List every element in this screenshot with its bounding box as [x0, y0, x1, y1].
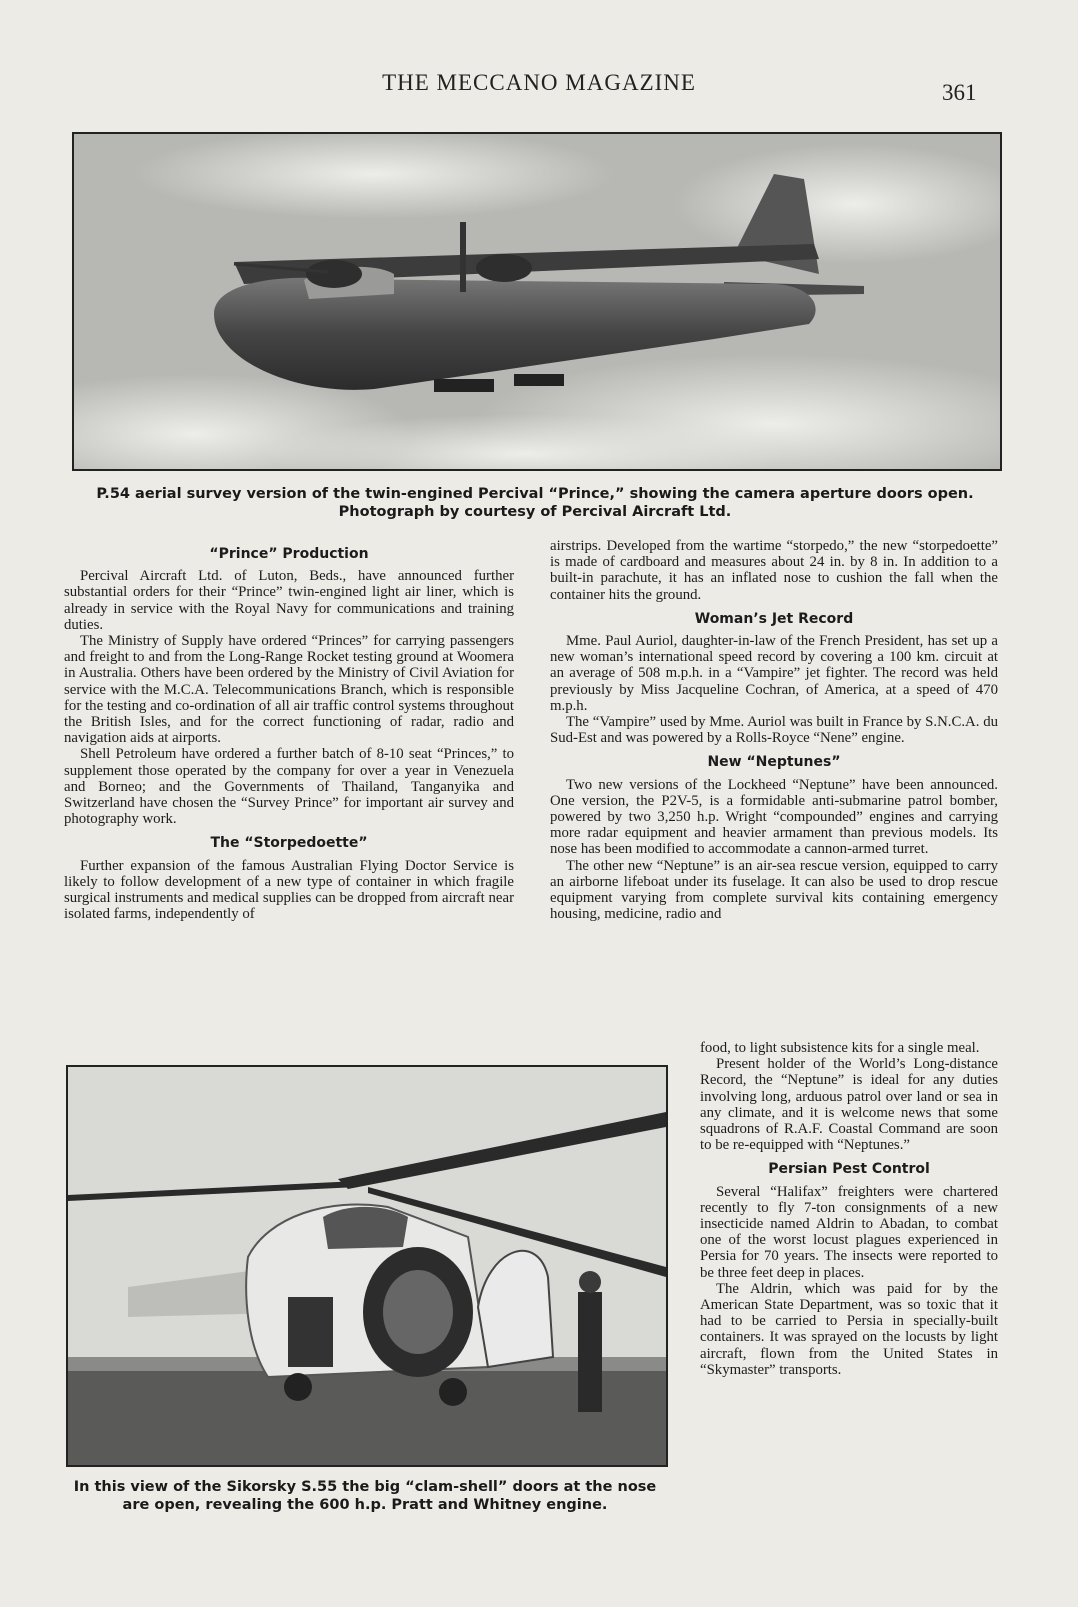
- right-narrow-column: [700, 1040, 998, 1378]
- prince-paragraph-3: Shell Petroleum have ordered a further batch of 8-10 seat “Princes,” to supplement those operated by the company for over a year in Venezuela and Borneo; and the Governments of Thailand, Tanganyika and Switzerland have chosen the “Survey Prince” for important air survey and photography work.: [64, 746, 514, 828]
- jet-record-paragraph-1: Mme. Paul Auriol, daughter-in-law of the French President, has set up a new woman’s international speed record by covering a 100 km. circuit at an average of 508 m.p.h. in a “Vampire” jet fighter. The record was held previously by Miss Jacqueline Cochran, of America, at a speed of 470 m.p.h.: [550, 633, 998, 714]
- prince-paragraph-2: The Ministry of Supply have ordered “Princes” for carrying passengers and freight to and from the Long-Range Rocket testing ground at Woomera in Australia. Others have been ordered by the Ministry of Civil Aviation for service with the M.C.A. Telecommunications Branch, which is responsible for the testing and co-ordination of all air traffic control systems throughout the British Isles, and for the correct functioning of radar, radio and navigation aids at airports.: [64, 633, 514, 747]
- sikorsky-caption-line2: are open, revealing the 600 h.p. Pratt and Whitney engine.: [122, 1497, 608, 1513]
- jet-record-paragraph-2: The “Vampire” used by Mme. Auriol was built in France by S.N.C.A. du Sud-Est and was powered by a Rolls-Royce “Nene” engine.: [550, 714, 998, 747]
- prince-caption-line2: Photograph by courtesy of Percival Aircraft Ltd.: [338, 504, 732, 520]
- heading-prince-production: “Prince” Production: [209, 546, 369, 562]
- pest-control-paragraph-2: The Aldrin, which was paid for by the American State Department, was so toxic that it had to be carried to Persia in specially-built containers. It was sprayed on the locusts by light aircraft, flown from the United States in “Skymaster” transports.: [700, 1280, 998, 1378]
- prince-paragraph-1: Percival Aircraft Ltd. of Luton, Beds., have announced further substantial orders for their “Prince” twin-engined light air liner, which is already in service with the Royal Navy for communications and training duties.: [64, 568, 514, 633]
- neptunes-paragraph-3: Present holder of the World’s Long-distance Record, the “Neptune” is ideal for any duties involving long, arduous patrol over land or sea in any climate, and it is welcome news that some squadrons of R.A.F. Coastal Command are soon to be re-equipped with “Neptunes.”: [700, 1056, 998, 1154]
- storpedoette-paragraph-continued: airstrips. Developed from the wartime “storpedo,” the new “storpedoette” is made of cardboard and measures about 24 in. by 8 in. In addition to a built-in parachute, it has an inflated nose to cushion the fall when the container hits the ground.: [550, 538, 998, 603]
- neptunes-paragraph-2: The other new “Neptune” is an air-sea rescue version, equipped to carry an airborne lifeboat under its fuselage. It can also be used to drop rescue equipment varying from complete survival kits containing emergency housing, medicine, radio and: [550, 857, 998, 923]
- heading-storpedoette: The “Storpedoette”: [210, 835, 368, 852]
- page-header: [0, 70, 1078, 110]
- neptunes-paragraph-2-continued: food, to light subsistence kits for a single meal.: [700, 1040, 980, 1056]
- neptunes-paragraph-1: Two new versions of the Lockheed “Neptune” have been announced. One version, the P2V-5, is a formidable anti-submarine patrol bomber, powered by two 3,250 h.p. Wright “compounded” engines and carrying more radar equipment and heavier armament than previous models. Its nose has been modified to accommodate a cannon-armed turret.: [550, 776, 998, 858]
- prince-caption-line1: P.54 aerial survey version of the twin-engined Percival “Prince,” showing the camera aperture doors open.: [96, 486, 974, 502]
- sikorsky-helicopter-illustration: [68, 1067, 666, 1465]
- pest-control-paragraph-1: Several “Halifax” freighters were chartered recently to fly 7-ton consignments of a new insecticide named Aldrin to Abadan, to combat one of the worst locust plagues experienced in Persia for 70 years. The insects were reported to be three feet deep in places.: [700, 1183, 998, 1281]
- prince-aircraft-illustration: [74, 134, 1000, 469]
- heading-womans-jet-record: Woman’s Jet Record: [694, 610, 854, 627]
- sikorsky-photo-caption: [55, 1478, 675, 1514]
- sikorsky-caption-line1: In this view of the Sikorsky S.55 the big “clam-shell” doors at the nose: [73, 1479, 657, 1495]
- right-column: [550, 538, 998, 922]
- prince-aircraft-photo: [72, 132, 1002, 471]
- sikorsky-helicopter-photo: [66, 1065, 668, 1467]
- page-number: 361: [942, 80, 977, 105]
- magazine-title: THE MECCANO MAGAZINE: [382, 70, 696, 95]
- left-column: [64, 538, 514, 922]
- storpedoette-paragraph-1: Further expansion of the famous Australian Flying Doctor Service is likely to follow development of a new type of container in which fragile surgical instruments and medical supplies can be dropped from aircraft near isolated farms, independently of: [64, 857, 514, 923]
- heading-persian-pest-control: Persian Pest Control: [768, 1161, 930, 1178]
- heading-new-neptunes: New “Neptunes”: [707, 754, 841, 771]
- prince-photo-caption: [60, 485, 1010, 521]
